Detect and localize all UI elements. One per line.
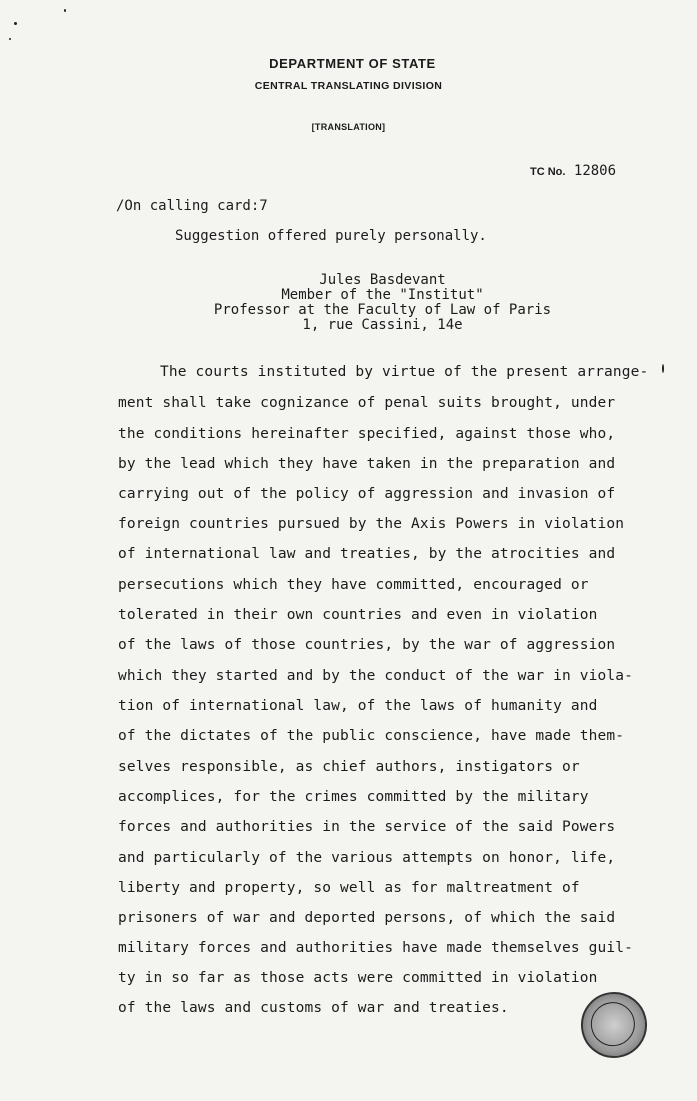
ink-speck [662, 364, 664, 373]
body-line: which they started and by the conduct of the war in viola- [118, 668, 634, 684]
body-line: persecutions which they have committed, encouraged or [118, 577, 589, 593]
body-line: foreign countries pursued by the Axis Powers in violation [118, 516, 625, 532]
ink-speck [64, 9, 66, 12]
body-line: accomplices, for the crimes committed by the military [118, 789, 589, 805]
body-line: by the lead which they have taken in the preparation and [118, 456, 616, 472]
body-line: forces and authorities in the service of the said Powers [118, 819, 616, 835]
tc-number-line [530, 163, 616, 179]
division-heading: CENTRAL TRANSLATING DIVISION [254, 80, 443, 92]
suggestion-line: Suggestion offered purely personally. [175, 228, 487, 244]
body-line: The courts instituted by virtue of the present arrange- [160, 364, 649, 380]
author-name: Jules Basdevant [319, 272, 446, 288]
body-line: ty in so far as those acts were committed in violation [118, 970, 598, 986]
body-line: of the laws of those countries, by the war of aggression [118, 637, 616, 653]
tc-number: 12806 [573, 163, 617, 179]
tc-label: TC No. [530, 166, 566, 178]
body-line: and particularly of the various attempts on honor, life, [118, 850, 616, 866]
author-title-institut: Member of the "Institut" [281, 287, 484, 303]
translation-tag: [TRANSLATION] [311, 122, 386, 132]
author-address: 1, rue Cassini, 14e [302, 317, 463, 333]
body-line: ment shall take cognizance of penal suits brought, under [118, 395, 616, 411]
body-line: of the laws and customs of war and treaties. [118, 1000, 509, 1016]
archive-stamp [577, 988, 652, 1063]
ink-speck [14, 22, 17, 25]
body-line: liberty and property, so well as for maltreatment of [118, 880, 580, 896]
body-line: of international law and treaties, by the atrocities and [118, 546, 616, 562]
ink-speck [9, 38, 11, 40]
body-line: the conditions hereinafter specified, against those who, [118, 426, 616, 442]
department-heading: DEPARTMENT OF STATE [269, 56, 436, 71]
body-line: selves responsible, as chief authors, instigators or [118, 759, 580, 775]
author-title-professor: Professor at the Faculty of Law of Paris [213, 302, 552, 318]
body-line: tion of international law, of the laws of humanity and [118, 698, 598, 714]
archive-stamp-ring [588, 999, 638, 1049]
body-line: carrying out of the policy of aggression and invasion of [118, 486, 616, 502]
calling-card-note: /On calling card:7 [116, 198, 268, 214]
body-line: tolerated in their own countries and even in violation [118, 607, 598, 623]
body-line: of the dictates of the public conscience, have made them- [118, 728, 625, 744]
body-line: prisoners of war and deported persons, of which the said [118, 910, 616, 926]
body-line: military forces and authorities have made themselves guil- [118, 940, 634, 956]
